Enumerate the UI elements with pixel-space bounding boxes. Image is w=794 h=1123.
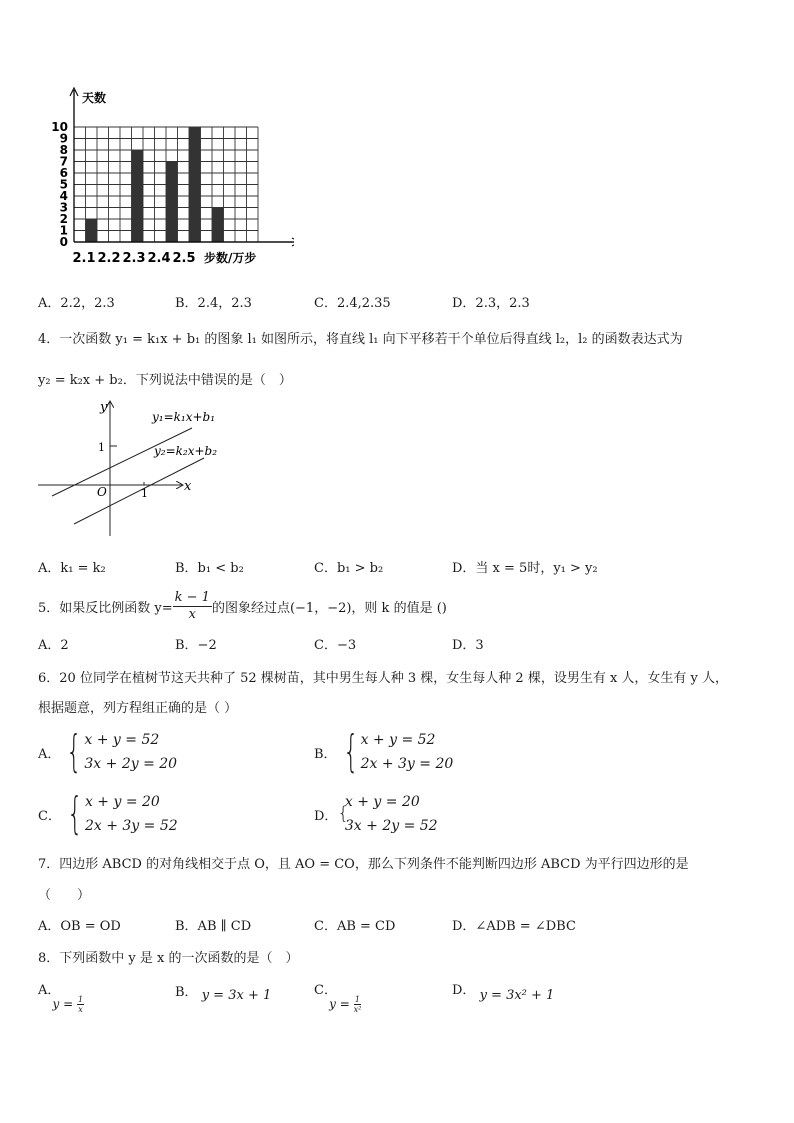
q7-option-b[interactable]: B．AB ∥ CD (175, 919, 252, 934)
option-label: A． (38, 983, 61, 998)
y-tick-label: 6 (59, 166, 68, 180)
q4-option-b[interactable]: B．b₁ < b₂ (175, 561, 244, 576)
equation-1: x + y = 20 (344, 794, 420, 810)
x-tick-label: 2.1 (72, 251, 96, 266)
q5-frac-den: x (188, 607, 196, 622)
q7-option-d[interactable]: D．∠ADB = ∠DBC (452, 919, 576, 934)
q8-option-b[interactable] (175, 981, 272, 1003)
option-label: C． (314, 983, 337, 998)
x-tick-label: 2.2 (97, 251, 121, 266)
expr-prefix: y = (52, 997, 74, 1011)
q6-option-c[interactable] (38, 790, 178, 838)
y-tick-label: 8 (59, 143, 68, 157)
y-tick-label: 0 (59, 235, 68, 249)
q3-option-a[interactable]: A．2.2，2.3 (38, 296, 115, 311)
y-tick-label: 10 (51, 120, 68, 134)
fraction (77, 995, 84, 1014)
q7-option-c[interactable]: C．AB = CD (314, 919, 396, 934)
y-axis-title: 天数 (82, 91, 107, 105)
q8-option-d[interactable] (452, 979, 555, 1003)
q7-stem-line1: 7．四边形 ABCD 的对角线相交于点 O，且 AO = CO，那么下列条件不能判断四边形 ABCD 为平行四边形的是 (38, 857, 689, 872)
equation-1: x + y = 52 (84, 732, 160, 748)
q5-prefix: 5．如果反比例函数 y= (38, 601, 173, 616)
q4-option-a[interactable]: A．k₁ = k₂ (38, 561, 106, 576)
x-tick-label: 2.4 (147, 251, 171, 266)
frac-num: 1 (78, 995, 84, 1004)
y-tick-label: 2 (59, 212, 68, 226)
y-tick-label: 9 (59, 131, 68, 146)
option-label: B． (314, 746, 337, 762)
brace-icon: { (342, 726, 359, 777)
option-label: A． (38, 746, 61, 762)
y-tick-label: 5 (59, 177, 68, 192)
q4-option-c[interactable]: C．b₁ > b₂ (314, 561, 384, 576)
y-tick-label: 7 (59, 154, 68, 169)
q6-option-a[interactable] (38, 728, 177, 776)
l2-label: y₂=k₂x+b₂ (154, 444, 218, 458)
brace-icon: { (337, 803, 349, 824)
origin-label: O (97, 485, 107, 499)
q3-option-d[interactable]: D．2.3，2.3 (452, 296, 530, 311)
x-axis-label: x (184, 479, 192, 494)
q8-stem: 8．下列函数中 y 是 x 的一次函数的是（ ） (38, 951, 299, 966)
q8-option-a[interactable] (38, 979, 96, 1014)
frac-den: x² (353, 1005, 362, 1014)
expression: y = 3x² + 1 (479, 988, 555, 1003)
x-tick-label: 2.3 (122, 251, 146, 266)
option-label: B． (175, 985, 198, 1000)
q5-option-c[interactable]: C．−3 (314, 638, 357, 653)
brace-icon: { (67, 788, 83, 839)
y-tick-label: 1 (59, 223, 68, 238)
frac-den: x (78, 1005, 83, 1014)
equation-1: x + y = 20 (84, 794, 160, 810)
q5-suffix: 的图象经过点(−1，−2)，则 k 的值是 () (211, 601, 447, 616)
q6-option-d[interactable] (314, 790, 438, 838)
y-tick-label: 3 (59, 200, 68, 215)
q3-option-b[interactable]: B．2.4，2.3 (175, 296, 252, 311)
y-axis-label: y (100, 400, 108, 415)
equation-2: 2x + 3y = 52 (84, 818, 178, 834)
y-tick-label: 4 (59, 189, 68, 203)
y-tick-1: 1 (98, 441, 105, 454)
q4-linear-function-graph (34, 396, 234, 540)
q8-option-c[interactable] (314, 979, 373, 1014)
bar-2.1 (86, 219, 98, 242)
bar-2.2 (132, 150, 144, 242)
step-count-bar-chart (44, 86, 294, 270)
l1-label: y₁=k₁x+b₁ (152, 410, 216, 424)
q7-stem-line2: （ ） (38, 888, 91, 903)
frac-num: 1 (354, 995, 360, 1004)
bar-2.5 (212, 208, 224, 243)
q7-option-a[interactable]: A．OB = OD (38, 919, 121, 934)
option-label: D． (314, 808, 338, 824)
option-label: D． (452, 983, 476, 998)
bar-2.4 (189, 127, 201, 242)
bar-2.3 (166, 162, 178, 243)
x-tick-label: 2.5 (172, 251, 196, 266)
q5-frac-num: k − 1 (174, 590, 210, 605)
q5-option-b[interactable]: B．−2 (175, 638, 217, 653)
equation-1: x + y = 52 (360, 732, 436, 748)
q5-fraction (173, 590, 212, 623)
line-l1 (52, 428, 192, 496)
fraction (354, 995, 362, 1014)
q6-stem-line2: 根据题意，列方程组正确的是（ ） (38, 701, 238, 716)
q3-option-c[interactable]: C．2.4,2.35 (314, 296, 391, 311)
q4-stem-line2: y₂ = k₂x + b₂．下列说法中错误的是（ ） (38, 373, 292, 388)
q5-stem (38, 590, 447, 623)
equation-2: 2x + 3y = 20 (360, 756, 454, 772)
q6-stem-line1: 6．20 位同学在植树节这天共种了 52 棵树苗，其中男生每人种 3 棵，女生每人种 2 棵，设男生有 x 人，女生有 y 人， (38, 671, 729, 686)
expr-prefix: y = (329, 997, 350, 1011)
x-tick-1: 1 (141, 487, 148, 500)
equation-2: 3x + 2y = 52 (344, 818, 438, 834)
q6-option-b[interactable] (314, 728, 453, 776)
q5-option-d[interactable]: D．3 (452, 638, 484, 653)
option-label: C． (38, 808, 61, 824)
x-axis-title: 步数/万步 (204, 251, 257, 265)
q4-option-d[interactable]: D．当 x = 5时，y₁ > y₂ (452, 561, 598, 576)
q4-stem-line1: 4．一次函数 y₁ = k₁x + b₁ 的图象 l₁ 如图所示，将直线 l₁ 向下平移若干个单位后得直线 l₂，l₂ 的函数表达式为 (38, 332, 683, 347)
expression: y = 3x + 1 (201, 988, 272, 1003)
q5-option-a[interactable]: A．2 (38, 638, 69, 653)
equation-2: 3x + 2y = 20 (84, 756, 178, 772)
brace-icon: { (66, 726, 83, 777)
